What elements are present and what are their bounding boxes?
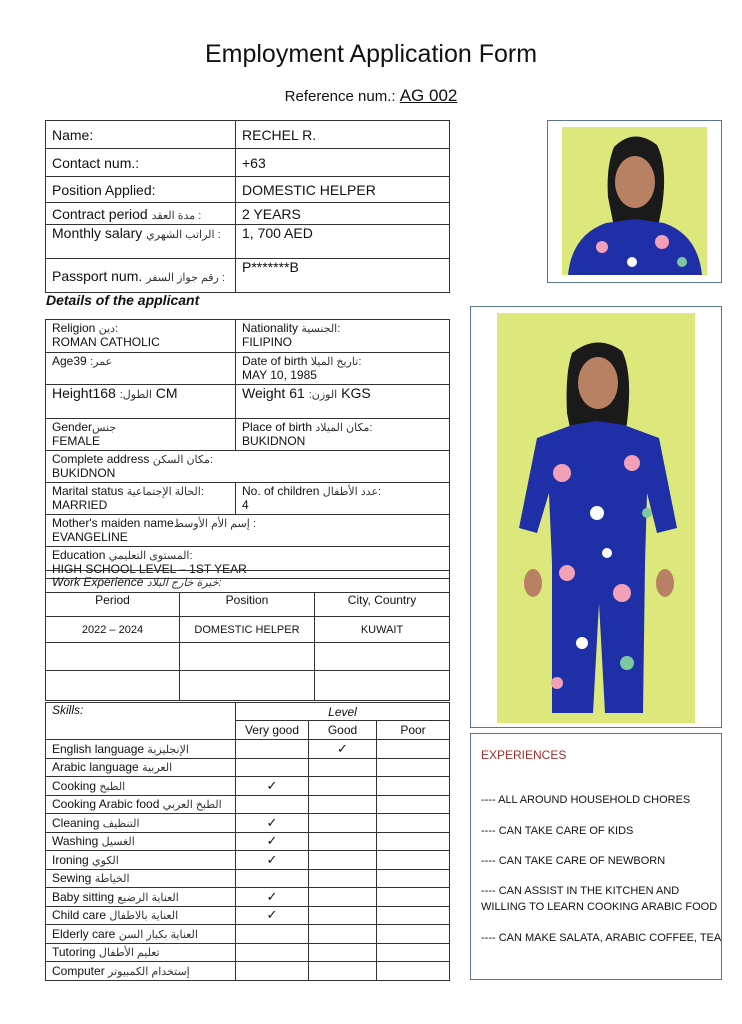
skill-level-cell <box>377 869 450 888</box>
level-good: Good <box>309 721 377 740</box>
nationality-cell: Nationality الجنسية: FILIPINO <box>236 320 450 353</box>
check-icon: ✓ <box>266 814 278 830</box>
check-icon: ✓ <box>266 851 278 867</box>
skill-level-cell <box>236 906 309 925</box>
full-photo-frame <box>470 306 722 728</box>
skill-name: Cooking Arabic food الطبخ العربي <box>46 795 236 814</box>
skill-level-cell <box>236 795 309 814</box>
skill-name: Sewing الخياطة <box>46 869 236 888</box>
skill-name: Baby sitting العناية الرضيع <box>46 888 236 907</box>
table-row <box>46 962 450 981</box>
skill-level-cell <box>236 758 309 777</box>
experiences-title: EXPERIENCES <box>481 748 567 762</box>
table-row <box>46 795 450 814</box>
skill-name: English language الإنجليزية <box>46 740 236 759</box>
table-row <box>46 740 450 759</box>
skill-level-cell <box>236 777 309 796</box>
skill-level-cell <box>309 758 377 777</box>
age-cell: Age عمر: 39 <box>46 353 236 385</box>
skill-level-cell <box>236 832 309 851</box>
check-icon: ✓ <box>337 740 348 756</box>
skill-level-cell <box>377 925 450 944</box>
skill-level-cell <box>377 814 450 833</box>
table-row <box>46 925 450 944</box>
skill-level-cell <box>236 869 309 888</box>
salary-value: 1, 700 AED <box>236 225 450 259</box>
reference-label: Reference num.: <box>284 88 396 105</box>
skill-level-cell <box>377 795 450 814</box>
experience-item: WILLING TO LEARN COOKING ARABIC FOOD <box>481 901 718 913</box>
table-row <box>46 851 450 870</box>
skill-level-cell <box>377 851 450 870</box>
table-row <box>46 758 450 777</box>
details-table <box>45 319 450 579</box>
table-row <box>46 814 450 833</box>
skill-name: Tutoring تعليم الأطفال <box>46 943 236 962</box>
check-icon: ✓ <box>266 833 278 849</box>
gender-cell: Genderجنس FEMALE <box>46 419 236 451</box>
table-row <box>46 869 450 888</box>
contract-value: 2 YEARS <box>236 203 450 225</box>
name-label: Name: <box>46 121 236 149</box>
skill-level-cell <box>377 943 450 962</box>
skill-level-cell <box>309 851 377 870</box>
children-cell: No. of children عدد الأطفال: 4 <box>236 483 450 515</box>
position-label: Position Applied: <box>46 177 236 203</box>
skills-label: Skills: <box>46 703 236 740</box>
address-cell: Complete address مكان السكن: BUKIDNON <box>46 451 450 483</box>
pob-cell: Place of birth مكان الميلاد: BUKIDNON <box>236 419 450 451</box>
experience-item: ---- ALL AROUND HOUSEHOLD CHORES <box>481 794 691 806</box>
marital-cell: Marital status الحالة الإجتماعية: MARRIED <box>46 483 236 515</box>
height-cell: Height الطول: 168 CM <box>46 385 236 419</box>
skill-level-cell <box>309 925 377 944</box>
maiden-name-cell: Mother's maiden nameإسم الأم الأوسط : EVANGELINE <box>46 515 450 547</box>
skill-level-cell <box>377 777 450 796</box>
work-empty-cell <box>180 671 315 701</box>
work-experience-table <box>45 570 450 701</box>
skill-name: Elderly care العناية بكبار السن <box>46 925 236 944</box>
skill-level-cell <box>236 740 309 759</box>
religion-cell: Religion دين: ROMAN CATHOLIC <box>46 320 236 353</box>
full-body-photo <box>497 313 695 723</box>
passport-value: P*******B <box>236 259 450 293</box>
details-heading: Details of the applicant <box>46 292 200 308</box>
work-period-value: 2022 – 2024 <box>46 617 180 643</box>
salary-label: Monthly salary الراتب الشهري : <box>46 225 236 259</box>
experience-item: ---- CAN MAKE SALATA, ARABIC COFFEE, TEA <box>481 932 722 944</box>
skill-name: Computer إستخدام الكمبيوتر <box>46 962 236 981</box>
experience-item: ---- CAN ASSIST IN THE KITCHEN AND <box>481 885 680 897</box>
table-row <box>46 943 450 962</box>
work-position-value: DOMESTIC HELPER <box>180 617 315 643</box>
work-empty-cell <box>315 671 450 701</box>
check-icon: ✓ <box>266 907 278 923</box>
skill-name: Arabic language العربية <box>46 758 236 777</box>
form-title: Employment Application Form <box>204 40 538 68</box>
check-icon: ✓ <box>266 888 278 904</box>
skill-level-cell <box>309 814 377 833</box>
table-row <box>46 671 450 701</box>
skill-level-cell <box>377 758 450 777</box>
skill-level-cell <box>236 814 309 833</box>
skill-name: Ironing الكوي <box>46 851 236 870</box>
work-city-value: KUWAIT <box>315 617 450 643</box>
skill-name: Cleaning التنظيف <box>46 814 236 833</box>
table-row <box>46 888 450 907</box>
experiences-box <box>470 733 722 980</box>
work-experience-header: Work Experience خبرة خارج البلاد: <box>46 571 450 593</box>
skill-level-cell <box>377 962 450 981</box>
skill-level-cell <box>377 888 450 907</box>
weight-cell: Weight الوزن: 61 KGS <box>236 385 450 419</box>
skill-level-cell <box>309 740 377 759</box>
dob-cell: Date of birth تاريخ الميلا: MAY 10, 1985 <box>236 353 450 385</box>
work-col-position: Position <box>180 593 315 617</box>
skills-table <box>45 702 450 981</box>
work-empty-cell <box>46 671 180 701</box>
skill-level-cell <box>309 962 377 981</box>
table-row <box>46 617 450 643</box>
experience-item: ---- CAN TAKE CARE OF NEWBORN <box>481 855 666 867</box>
experience-item: ---- CAN TAKE CARE OF KIDS <box>481 825 634 837</box>
skill-level-cell <box>309 832 377 851</box>
skill-name: Cooking الطبخ <box>46 777 236 796</box>
table-row <box>46 906 450 925</box>
position-value: DOMESTIC HELPER <box>236 177 450 203</box>
skill-name: Child care العناية بالاطفال <box>46 906 236 925</box>
level-label: Level <box>236 703 450 721</box>
skill-level-cell <box>309 795 377 814</box>
level-poor: Poor <box>377 721 450 740</box>
level-very-good: Very good <box>236 721 309 740</box>
skill-level-cell <box>377 832 450 851</box>
skill-name: Washing الغسيل <box>46 832 236 851</box>
skill-level-cell <box>377 906 450 925</box>
skill-level-cell <box>236 962 309 981</box>
skill-level-cell <box>236 851 309 870</box>
reference-value: AG 002 <box>399 86 458 105</box>
work-col-city: City, Country <box>315 593 450 617</box>
reference-line <box>0 86 742 106</box>
contract-label: Contract period مدة العقد : <box>46 203 236 225</box>
work-empty-cell <box>315 643 450 671</box>
table-row <box>46 832 450 851</box>
check-icon: ✓ <box>266 777 278 793</box>
skill-level-cell <box>309 777 377 796</box>
skill-level-cell <box>377 740 450 759</box>
skill-level-cell <box>236 925 309 944</box>
skill-level-cell <box>236 943 309 962</box>
table-row <box>46 643 450 671</box>
name-value: RECHEL R. <box>236 121 450 149</box>
work-empty-cell <box>180 643 315 671</box>
small-photo-frame <box>547 120 722 283</box>
skill-level-cell <box>309 943 377 962</box>
work-empty-cell <box>46 643 180 671</box>
contact-label: Contact num.: <box>46 149 236 177</box>
skill-level-cell <box>236 888 309 907</box>
basic-info-table <box>45 120 450 293</box>
passport-label: Passport num. رقم جواز السفر : <box>46 259 236 293</box>
skill-level-cell <box>309 869 377 888</box>
work-col-period: Period <box>46 593 180 617</box>
contact-value: +63 <box>236 149 450 177</box>
portrait-photo <box>562 127 707 275</box>
table-row <box>46 777 450 796</box>
skill-level-cell <box>309 888 377 907</box>
education-cell: Education المستوى التعليمي: HIGH SCHOOL LEVEL – 1ST YEAR <box>46 547 450 579</box>
skill-level-cell <box>309 906 377 925</box>
